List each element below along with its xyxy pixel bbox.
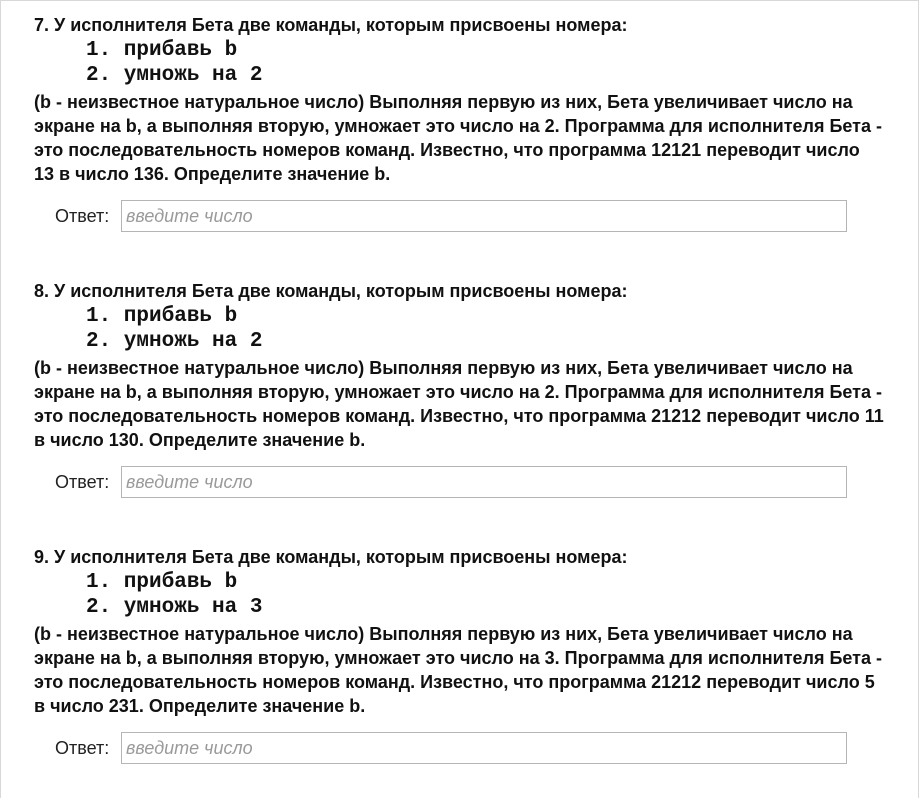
task-text: (b - неизвестное натуральное число) Выполняя первую из них, Бета увеличивает число на экране на b, а выполняя вторую, умножает это число на 2. Программа для исполнителя Бета - это последовательность номеров команд. Известно, что программа 21212 переводит число 11 в число 130. Определите значение b. <box>34 358 884 450</box>
command-item: 2. умножь на 2 <box>86 64 263 87</box>
command-list <box>86 304 884 354</box>
answer-input[interactable] <box>121 466 847 498</box>
command-item: 1. прибавь b <box>86 305 238 328</box>
answer-row <box>34 732 884 764</box>
command-item: 2. умножь на 3 <box>86 596 263 619</box>
command-item: 1. прибавь b <box>86 39 238 62</box>
answer-label: Ответ: <box>55 206 110 226</box>
command-item: 1. прибавь b <box>86 571 238 594</box>
task-7 <box>34 13 884 232</box>
answer-input[interactable] <box>121 200 847 232</box>
command-list <box>86 570 884 620</box>
answer-label: Ответ: <box>55 472 110 492</box>
task-title: 9. У исполнителя Бета две команды, которым присвоены номера: <box>34 547 628 567</box>
command-list <box>86 38 884 88</box>
command-item: 2. умножь на 2 <box>86 330 263 353</box>
task-text: (b - неизвестное натуральное число) Выполняя первую из них, Бета увеличивает число на экране на b, а выполняя вторую, умножает это число на 3. Программа для исполнителя Бета - это последовательность номеров команд. Известно, что программа 21212 переводит число 5 в число 231. Определите значение b. <box>34 624 883 716</box>
task-8 <box>34 279 884 498</box>
task-title: 7. У исполнителя Бета две команды, которым присвоены номера: <box>34 15 628 35</box>
task-title: 8. У исполнителя Бета две команды, которым присвоены номера: <box>34 281 628 301</box>
answer-label: Ответ: <box>55 738 110 758</box>
task-text: (b - неизвестное натуральное число) Выполняя первую из них, Бета увеличивает число на экране на b, а выполняя вторую, умножает это число на 2. Программа для исполнителя Бета - это последовательность номеров команд. Известно, что программа 12121 переводит число 13 в число 136. Определите значение b. <box>34 92 883 184</box>
answer-row <box>34 200 884 232</box>
answer-input[interactable] <box>121 732 847 764</box>
answer-row <box>34 466 884 498</box>
task-9 <box>34 545 884 764</box>
